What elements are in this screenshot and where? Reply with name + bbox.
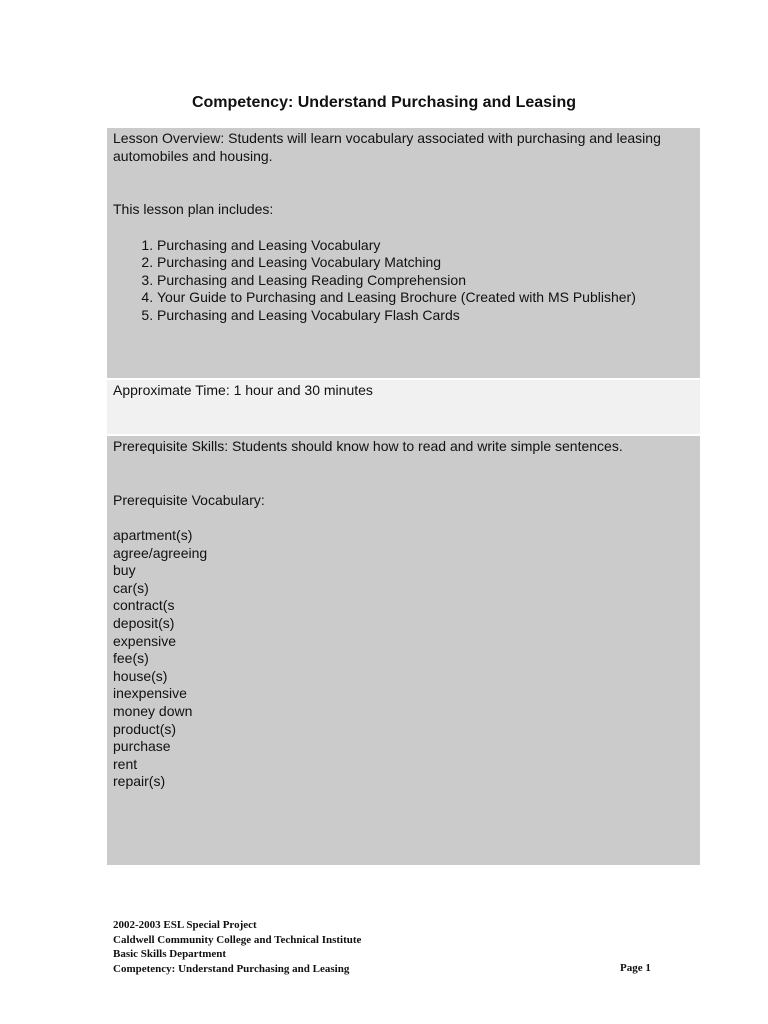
prerequisite-skills-text: Prerequisite Skills: Students should know how to read and write simple sentences. (113, 438, 623, 454)
vocab-item: buy (113, 562, 136, 579)
vocab-item: contract(s (113, 597, 175, 614)
vocab-item: expensive (113, 632, 177, 649)
vocab-item: inexpensive (113, 685, 187, 702)
vocab-item: repair(s) (113, 773, 166, 790)
vocab-item: agree/agreeing (113, 544, 208, 561)
footer-line: 2002-2003 ESL Special Project (113, 919, 257, 931)
vocab-item: purchase (113, 738, 171, 755)
vocab-item: fee(s) (113, 650, 149, 667)
page-title: Competency: Understand Purchasing and Leasing (191, 94, 577, 111)
footer-line: Basic Skills Department (113, 948, 227, 960)
list-item: 4. Your Guide to Purchasing and Leasing Brochure (Created with MS Publisher) (157, 289, 694, 307)
page-number: Page 1 (620, 962, 651, 974)
vocab-list (113, 527, 694, 791)
vocab-item: apartment(s) (113, 527, 193, 543)
prerequisite-vocab-label: Prerequisite Vocabulary: (113, 491, 265, 508)
vocab-item: car(s) (113, 579, 149, 596)
includes-label: This lesson plan includes: (113, 201, 274, 217)
list-item: 2. Purchasing and Leasing Vocabulary Matching (157, 254, 694, 272)
vocab-item: product(s) (113, 720, 177, 737)
list-item: 1. Purchasing and Leasing Vocabulary (157, 237, 694, 255)
list-item: 5. Purchasing and Leasing Vocabulary Flash Cards (157, 307, 694, 325)
prerequisite-section (107, 436, 700, 865)
lesson-overview-text: Lesson Overview: Students will learn vocabulary associated with purchasing and leasing automobiles and housing. (113, 130, 661, 164)
footer-line: Competency: Understand Purchasing and Leasing (113, 962, 350, 975)
lesson-plan-list (113, 237, 694, 325)
footer-line: Caldwell Community College and Technical Institute (113, 933, 362, 946)
list-item: 3. Purchasing and Leasing Reading Comprehension (157, 272, 694, 290)
vocab-item: money down (113, 702, 193, 719)
page-footer (113, 918, 361, 976)
vocab-item: house(s) (113, 667, 168, 684)
vocab-item: deposit(s) (113, 614, 175, 631)
vocab-item: rent (113, 755, 138, 772)
approximate-time-section (107, 380, 700, 434)
lesson-overview-section (107, 128, 700, 378)
approximate-time-text: Approximate Time: 1 hour and 30 minutes (113, 382, 373, 398)
